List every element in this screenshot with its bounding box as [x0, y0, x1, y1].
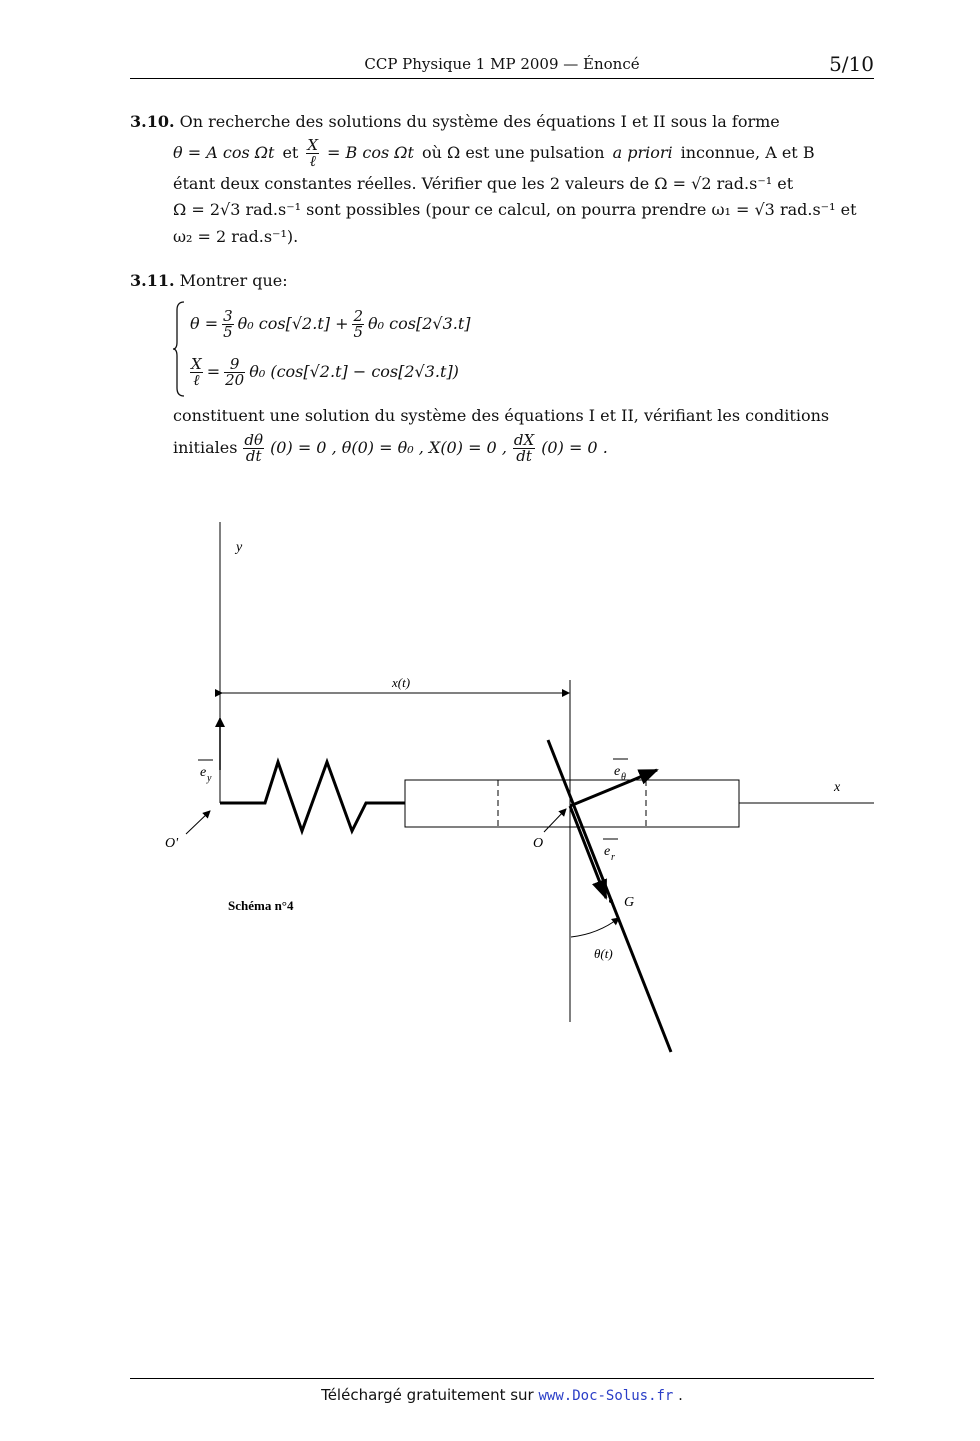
- spring: [220, 762, 405, 831]
- q311-intro: Montrer que:: [179, 271, 288, 290]
- label-ey: e: [200, 765, 207, 780]
- center-of-mass-g: [609, 899, 613, 903]
- eq2-frac-1-den: ℓ: [190, 372, 203, 388]
- eq2-equals: =: [206, 362, 221, 382]
- q310-text-1: On recherche des solutions du système des équations I et II sous la forme: [179, 112, 780, 131]
- cond-frac-1-den: dt: [243, 448, 264, 464]
- label-er: e: [604, 844, 611, 859]
- label-oprime: O': [165, 836, 179, 851]
- q310-line4: Ω = 2√3 rad.s⁻¹ sont possibles (pour ce calcul, on pourra prendre ω₁ = √3 rad.s⁻¹ et: [173, 200, 857, 219]
- q310-apriori: a priori: [612, 143, 673, 163]
- er-vector: [570, 806, 606, 898]
- eq1-frac-2-den: 5: [353, 322, 364, 341]
- figure-caption: Schéma n°4: [228, 898, 294, 913]
- eq2-frac-2-den: 20: [225, 370, 245, 389]
- page-footer: [130, 1386, 874, 1404]
- label-x: x: [834, 780, 841, 795]
- q311-number: 3.11.: [130, 271, 175, 290]
- label-er-sub: r: [611, 852, 615, 863]
- label-etheta-sub: θ: [621, 772, 626, 783]
- header-title: CCP Physique 1 MP 2009 — Énoncé: [364, 55, 640, 73]
- footer-text: Téléchargé gratuitement sur: [321, 1386, 534, 1404]
- q310-theta-form: θ = A cos Ωt: [173, 143, 275, 163]
- label-g: G: [624, 895, 635, 910]
- label-y: y: [236, 540, 243, 555]
- footer-link[interactable]: www.Doc-Solus.fr: [538, 1388, 674, 1404]
- q310-number: 3.10.: [130, 112, 175, 131]
- theta-angle-arc: [571, 918, 619, 937]
- q310-line3: étant deux constantes réelles. Vérifier que les 2 valeurs de Ω = √2 rad.s⁻¹ et: [173, 174, 794, 193]
- footer-rule: [130, 1378, 874, 1379]
- pendulum-rod: [548, 740, 671, 1052]
- eq1-end: θ₀ cos[2√3.t]: [368, 314, 471, 334]
- eq1-frac-2-num: 2: [353, 306, 364, 325]
- q310-text-3: inconnue, A et B: [680, 143, 815, 163]
- cond-text-1: (0) = 0 , θ(0) = θ₀ , X(0) = 0 ,: [270, 438, 507, 458]
- page-number: 5/10: [829, 52, 874, 76]
- eq1-lhs: θ =: [190, 314, 219, 334]
- o-pointer: [544, 809, 566, 832]
- label-theta-t: θ(t): [594, 946, 613, 961]
- cond-frac-2-num: dX: [513, 430, 535, 449]
- eq2-frac-1-num: X: [191, 354, 202, 373]
- footer-end: .: [678, 1386, 683, 1404]
- q310-et: et: [282, 143, 299, 163]
- q310-b-form: = B cos Ωt: [327, 143, 414, 163]
- label-etheta: e: [614, 764, 621, 779]
- eq2-end: θ₀ (cos[√2.t] − cos[2√3.t]): [249, 362, 459, 382]
- label-xt: x(t): [392, 675, 411, 690]
- label-o: O: [533, 836, 544, 851]
- q310-frac-den: ℓ: [306, 153, 319, 169]
- eq1-mid: θ₀ cos[√2.t] +: [237, 314, 349, 334]
- q310-frac-num: X: [307, 135, 319, 154]
- eq1-frac-1-den: 5: [223, 322, 233, 341]
- q311-after: constituent une solution du système des équations I et II, vérifiant les conditions: [173, 406, 830, 425]
- label-ey-sub: y: [207, 773, 212, 784]
- eq1-frac-1-num: 3: [223, 306, 233, 325]
- cond-frac-1-num: dθ: [244, 430, 264, 449]
- init-label: initiales: [173, 438, 238, 458]
- oprime-pointer: [186, 811, 210, 834]
- cond-frac-2-den: dt: [513, 448, 535, 464]
- cond-text-2: (0) = 0 .: [541, 438, 608, 458]
- eq2-frac-2-num: 9: [229, 354, 240, 373]
- q310-text-2: où Ω est une pulsation: [421, 143, 605, 163]
- q310-line5: ω₂ = 2 rad.s⁻¹).: [173, 227, 299, 246]
